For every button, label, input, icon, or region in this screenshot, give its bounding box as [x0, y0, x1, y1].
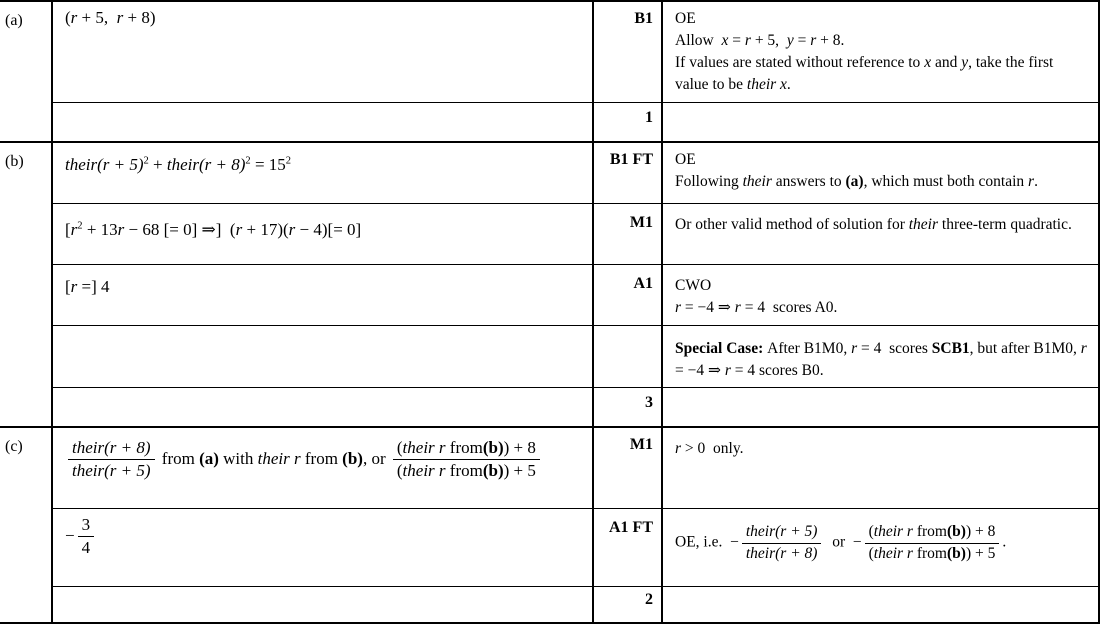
comment-cell [663, 326, 1098, 387]
working-cell: $\frac{\text{their(r + 8)}}{\text{their(r + 5)}}$ from (a) with their r from (b), or $\frac{\text{(their r from(b)) + 8}}{\text{(their r from(b)) + 5}}$ [53, 428, 594, 508]
part-a-rows [53, 2, 1098, 141]
comment-line: Allow x = r + 5, y = r + 8. [675, 32, 845, 49]
mark-row [53, 428, 1098, 508]
mark-row [53, 508, 1098, 586]
comment-line: r = −4 ⇒ r = 4 scores A0. [675, 299, 838, 316]
part-a [0, 2, 1098, 141]
comment-cell [663, 143, 1098, 203]
total-marks-cell: 1 [594, 103, 663, 141]
working-cell-empty [53, 103, 594, 141]
working-cell: [r =] 4 [53, 265, 594, 325]
comment-line: CWO [675, 277, 712, 294]
part-label-a: (a) [0, 2, 53, 141]
mark-cell: B1 [594, 2, 663, 102]
part-b-rows [53, 143, 1098, 426]
fraction: $\frac{\text{(their r from(b)) + 8}}{\text{(their r from(b)) + 5}}$ [865, 523, 1000, 563]
part-label-c: (c) [0, 428, 53, 622]
total-marks-cell: 3 [594, 388, 663, 426]
part-b [0, 141, 1098, 426]
mark-row [53, 143, 1098, 203]
mark-cell-empty [594, 326, 663, 387]
working-cell: (r + 5, r + 8) [53, 2, 594, 102]
comment-line: OE, i.e. − $\frac{\text{their(r + 5)}}{\text{their(r + 8)}}$ or − $\frac{\text{(their r from(b)) + 8}}{\text{(their r from(b)) + 5}}$ . [675, 523, 1007, 562]
part-c [0, 426, 1098, 622]
fraction: $\frac{\text{their(r + 8)}}{\text{their(r + 5)}}$ [68, 438, 155, 482]
comment-cell-empty [663, 388, 1098, 426]
comment-cell [663, 2, 1098, 102]
comment-cell-empty [663, 103, 1098, 141]
mark-cell: M1 [594, 428, 663, 508]
comment-cell [663, 204, 1098, 264]
comment-line: OE [675, 151, 696, 168]
fraction: $\frac{\text{their(r + 5)}}{\text{their(r + 8)}}$ [742, 523, 822, 563]
working-cell: [$r^2 + 13r - 68$ [= 0] ⇒] (r + 17)(r − 4)[= 0] [53, 204, 594, 264]
comment-line: OE [675, 10, 696, 27]
working-cell: − $\frac{3}{4}$ [53, 509, 594, 586]
working-cell-empty [53, 326, 594, 387]
total-row [53, 387, 1098, 426]
fraction: $\frac{3}{4}$ [78, 515, 95, 559]
mark-cell: A1 FT [594, 509, 663, 586]
working-cell-empty [53, 388, 594, 426]
comment-line: Or other valid method of solution for their three-term quadratic. [675, 216, 1072, 233]
working-cell-empty [53, 587, 594, 622]
mark-row [53, 264, 1098, 325]
comment-cell [663, 265, 1098, 325]
part-label-b: (b) [0, 143, 53, 426]
comment-line: If values are stated without reference to x and y, take the first value to be their x. [675, 54, 1058, 93]
working-cell: their(r + 5)$^2$ + their(r + $8)^2 = 15^2$ [53, 143, 594, 203]
fraction: $\frac{\text{(their r from(b)) + 8}}{\text{(their r from(b)) + 5}}$ [393, 438, 540, 482]
mark-cell: M1 [594, 204, 663, 264]
part-c-rows [53, 428, 1098, 622]
total-row [53, 586, 1098, 622]
special-case-row [53, 325, 1098, 387]
comment-cell-empty [663, 587, 1098, 622]
total-marks-cell: 2 [594, 587, 663, 622]
comment-line: Special Case: After B1M0, r = 4 scores SCB1, but after B1M0, r = −4 ⇒ r = 4 scores B0. [675, 340, 1091, 379]
total-row [53, 102, 1098, 141]
comment-line: r > 0 only. [675, 440, 744, 457]
mark-cell: A1 [594, 265, 663, 325]
mark-row [53, 203, 1098, 264]
mark-row [53, 2, 1098, 102]
mark-cell: B1 FT [594, 143, 663, 203]
comment-line: Following their answers to (a), which must both contain r. [675, 173, 1038, 190]
comment-cell [663, 509, 1098, 586]
comment-cell [663, 428, 1098, 508]
